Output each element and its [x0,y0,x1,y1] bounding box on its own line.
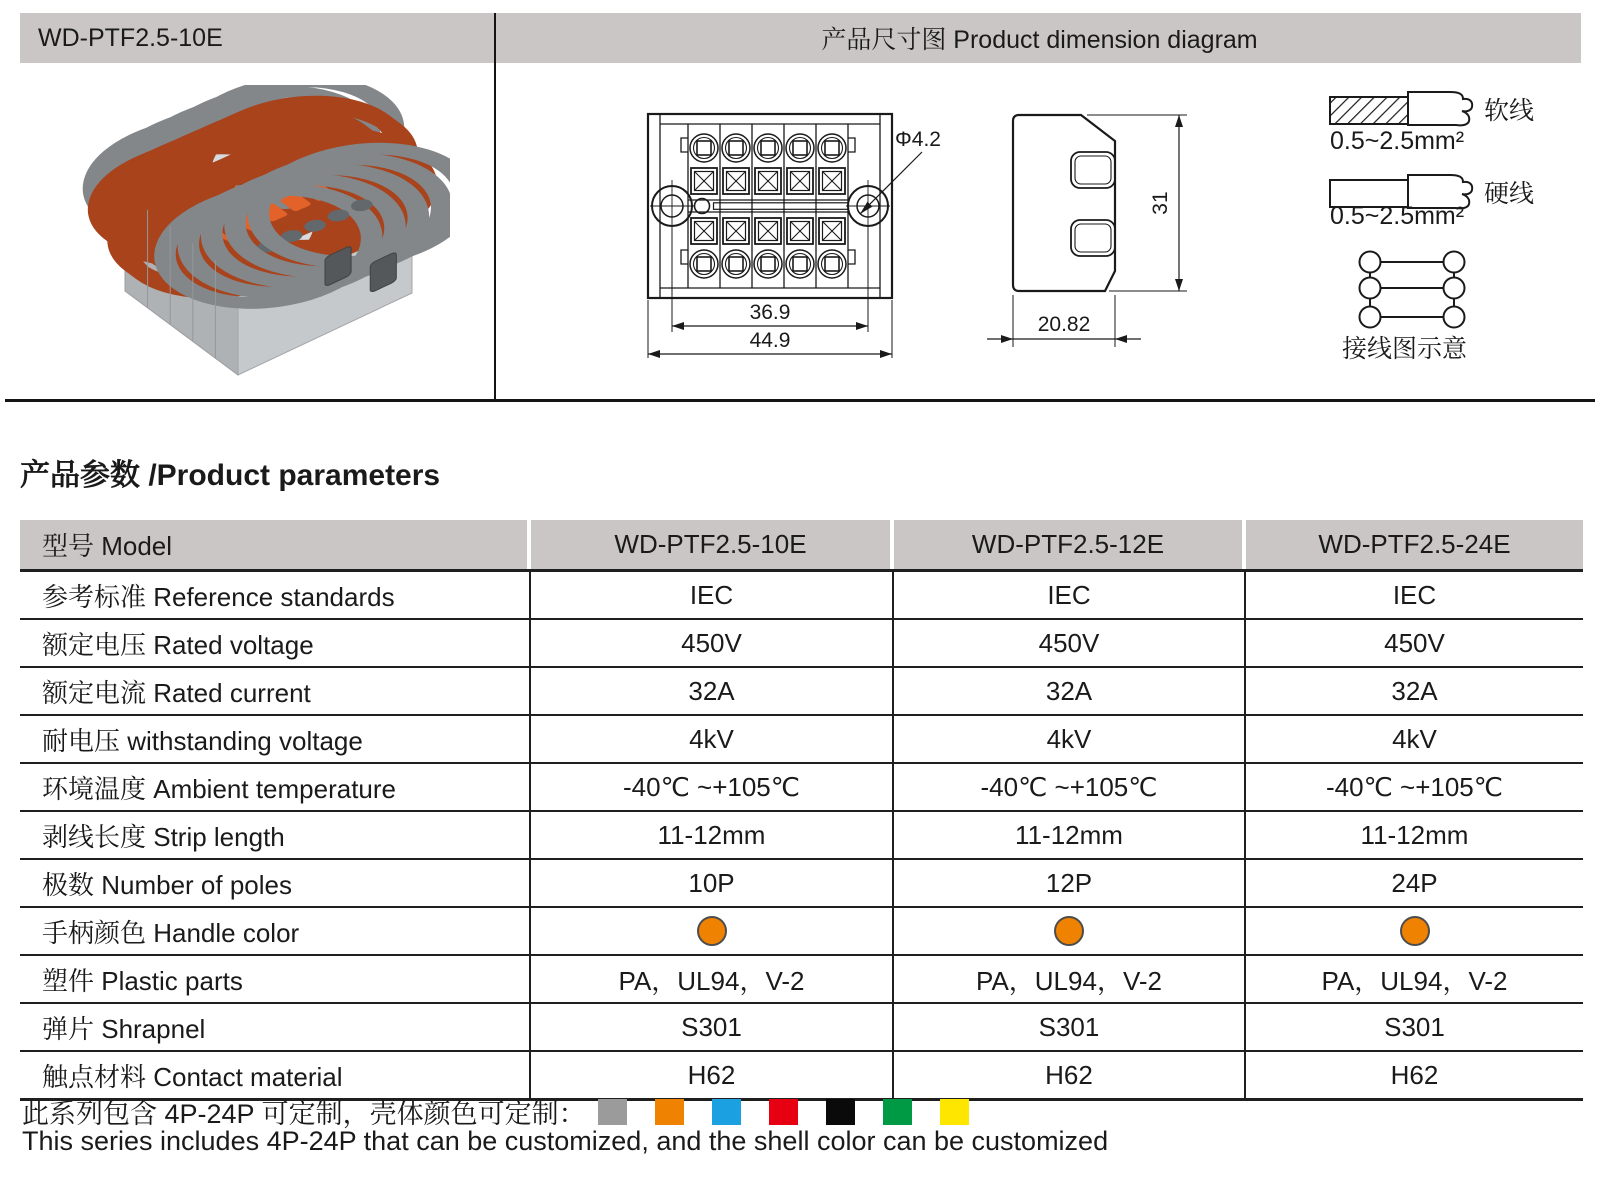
row-value: 4kV [531,716,894,762]
shell-color-swatch [883,1099,912,1125]
table-row [20,764,1583,812]
dim-side-width: 20.82 [1037,313,1091,336]
table-row [20,956,1583,1004]
table-row [20,860,1583,908]
shell-color-swatch [940,1099,969,1125]
column-header-24e: WD-PTF2.5-24E [1246,520,1583,569]
row-label: 参考标准 Reference standards [20,572,531,618]
row-label: 环境温度 Ambient temperature [20,764,531,810]
row-value: 11-12mm [894,812,1246,858]
wiring-schematic-icon [1360,252,1465,328]
model-header-bar [20,13,510,63]
row-value: 4kV [1392,723,1437,754]
row-label: 塑件 Plastic parts [20,956,531,1002]
handle-color-swatch [1400,916,1430,946]
row-value: 11-12mm [1360,819,1469,850]
soft-wire-spec: 0.5~2.5mm² [1330,127,1465,155]
dim-outer-width: 44.9 [749,329,791,352]
marking-slot [714,203,849,210]
table-row [20,716,1583,764]
dimension-diagram-header-bar [498,13,1581,63]
row-label: 触点材料 Contact material [20,1052,531,1098]
column-header-model: 型号 Model [20,520,531,569]
row-value: IEC [1392,579,1437,610]
side-outline [1013,115,1115,291]
row-label: 剥线长度 Strip length [20,812,531,858]
row-label: 手柄颜色 Handle color [20,908,531,954]
row-value: S301 [531,1004,894,1050]
wiring-diagram-label: 接线图示意 [1342,335,1468,363]
row-value: H62 [531,1052,894,1098]
row-value: 450V [531,620,894,666]
row-value: -40℃ ~+105℃ [1326,771,1503,802]
wire-type-icons [1322,85,1577,375]
shell-color-swatch [655,1099,684,1125]
hard-wire-label: 硬线 [1484,180,1535,208]
row-value: 4kV [894,716,1246,762]
row-value: -40℃ ~+105℃ [894,764,1246,810]
handle-color-cell [894,908,1246,954]
wire-ports-lower [253,197,376,255]
row-value: -40℃ ~+105℃ [531,764,894,810]
parameters-section-title: 产品参数 /Product parameters [20,459,441,492]
row-value: 32A [894,668,1246,714]
table-row [20,668,1583,716]
handle-color-swatch [1054,916,1084,946]
row-value: PA，UL94，V-2 [894,956,1246,1002]
soft-wire-icon [1330,92,1472,125]
row-label: 极数 Number of poles [20,860,531,906]
row-label: 弹片 Shrapnel [20,1004,531,1050]
row-label: 耐电压 withstanding voltage [20,716,531,762]
vertical-divider [494,13,496,401]
param-table-body [20,569,1583,1101]
row-value: PA，UL94，V-2 [1321,965,1508,996]
side-dimension-arrows [1001,115,1183,343]
shell-color-swatch [712,1099,741,1125]
shell-color-swatch [598,1099,627,1125]
row-value: IEC [531,572,894,618]
row-value: 24P [1391,867,1438,898]
table-row [20,620,1583,668]
customization-note-cn-text: 此系列包含 4P-24P 可定制，壳体颜色可定制： [22,1099,586,1129]
row-value: 450V [1384,627,1445,658]
side-holes [1071,152,1115,256]
model-title: WD-PTF2.5-10E [38,23,223,52]
row-value: H62 [894,1052,1246,1098]
side-view-drawing [975,95,1225,360]
dim-inner-width: 36.9 [749,301,791,324]
top-face-details [138,125,398,268]
row-value: IEC [894,572,1246,618]
row-label: 额定电压 Rated voltage [20,620,531,666]
indicator-hole [695,199,710,214]
row-value: H62 [1390,1059,1439,1090]
dim-hole-diameter: Φ4.2 [895,128,941,151]
handle-color-swatch [697,916,727,946]
table-header [20,520,1583,569]
horizontal-divider [5,399,1595,402]
row-value: 12P [894,860,1246,906]
row-value: 450V [894,620,1246,666]
row-value: S301 [1384,1011,1445,1042]
row-value: S301 [894,1004,1246,1050]
table-row [20,812,1583,860]
table-row [20,1004,1583,1052]
row-value: 32A [1391,675,1438,706]
row-value: 11-12mm [531,812,894,858]
handle-color-cell [1246,908,1583,954]
row-label: 额定电流 Rated current [20,668,531,714]
dimension-lines [648,152,922,358]
table-row [20,908,1583,956]
handle-color-cell [531,908,894,954]
parameters-table [20,520,1583,1101]
column-header-12e: WD-PTF2.5-12E [894,520,1246,569]
row-value: 32A [531,668,894,714]
row-value: 10P [531,860,894,906]
column-header-10e: WD-PTF2.5-10E [531,520,894,569]
soft-wire-label: 软线 [1484,97,1535,125]
table-row [20,572,1583,620]
shell-color-swatches [598,1099,969,1125]
shell-color-swatch [769,1099,798,1125]
front-view-drawing [620,100,960,360]
shell-color-swatch [826,1099,855,1125]
dimension-diagram-title: 产品尺寸图 Product dimension diagram [821,26,1258,54]
row-value: PA，UL94，V-2 [531,956,894,1002]
customization-note-en: This series includes 4P-24P that can be customized, and the shell color can be customized [22,1126,1109,1156]
hard-wire-spec: 0.5~2.5mm² [1330,202,1465,230]
dim-side-height: 31 [1149,191,1172,215]
product-photo [70,85,450,385]
